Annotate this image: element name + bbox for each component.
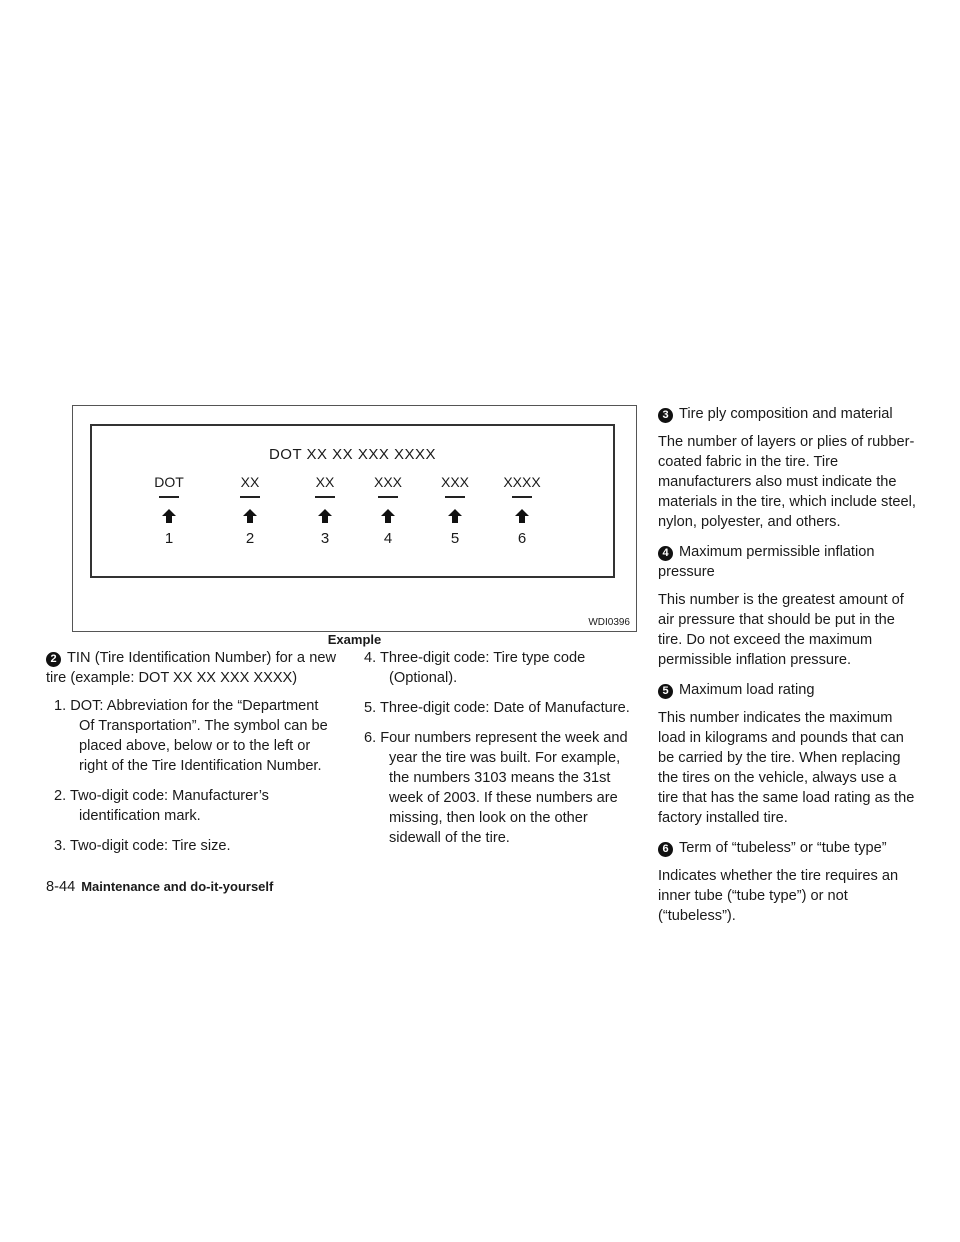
arrow-up-icon <box>317 508 333 524</box>
underline <box>240 496 260 498</box>
section-title: Maximum permissible inflation pressure <box>658 544 875 580</box>
segment-number: 1 <box>164 530 174 547</box>
figure-caption: Example <box>327 632 382 647</box>
number-5-icon: 5 <box>658 684 673 699</box>
segment-number: 6 <box>517 530 527 547</box>
section-heading <box>658 838 920 858</box>
list-item: 3. Two-digit code: Tire size. <box>54 838 231 854</box>
segment-code: XXX <box>373 474 402 490</box>
section-title: Maximum load rating <box>679 682 815 698</box>
tin-example-figure <box>72 405 637 632</box>
arrow-up-icon <box>242 508 258 524</box>
section-heading <box>658 404 920 424</box>
segment-code: XX <box>315 474 335 490</box>
section-body: This number indicates the maximum load in kilograms and pounds that can be carried by the tire. When replacing the tires on the vehicle, always use a tire that has the same load rating as the factory installed tire. <box>658 710 915 826</box>
list-item: 2. Two-digit code: Manufacturer’s identification mark. <box>54 788 269 824</box>
arrow-up-icon <box>161 508 177 524</box>
segment-5 <box>425 474 485 547</box>
underline <box>315 496 335 498</box>
segment-number: 3 <box>320 530 330 547</box>
segment-number: 5 <box>450 530 460 547</box>
underline <box>159 496 179 498</box>
underline <box>445 496 465 498</box>
list-item: 5. Three-digit code: Date of Manufacture. <box>364 700 630 716</box>
number-4-icon: 4 <box>658 546 673 561</box>
list-item: 1. DOT: Abbreviation for the “Department Of Transportation”. The symbol can be placed above, below or to the left or right of the Tire Identification Number. <box>54 698 328 774</box>
underline <box>512 496 532 498</box>
middle-column <box>356 648 640 858</box>
segment-3 <box>295 474 355 547</box>
list-item: 4. Three-digit code: Tire type code (Optional). <box>364 650 586 686</box>
section-title: Term of “tubeless” or “tube type” <box>679 840 887 856</box>
segment-code: DOT <box>154 474 184 490</box>
number-6-icon: 6 <box>658 842 673 857</box>
section-heading <box>658 542 920 582</box>
segment-number: 2 <box>245 530 255 547</box>
section-body: This number is the greatest amount of air pressure that should be put in the tire. Do not exceed the maximum permissible inflation pressure. <box>658 592 904 668</box>
number-3-icon: 3 <box>658 408 673 423</box>
page-footer <box>46 879 273 895</box>
segment-code: XXX <box>440 474 469 490</box>
segment-number: 4 <box>383 530 393 547</box>
segment-code: XX <box>240 474 260 490</box>
tin-heading-text: TIN (Tire Identification Number) for a new tire (example: DOT XX XX XXX XXXX) <box>46 650 336 686</box>
section-name: Maintenance and do-it-yourself <box>81 879 274 894</box>
tin-heading <box>46 648 336 688</box>
figure-id: WDI0396 <box>588 617 630 628</box>
figure-frame <box>90 424 615 578</box>
segment-code: XXXX <box>503 474 541 490</box>
section-body: Indicates whether the tire requires an inner tube (“tube type”) or not (“tubeless”). <box>658 868 899 924</box>
left-column <box>46 648 336 866</box>
section-body: The number of layers or plies of rubber-coated fabric in the tire. Tire manufacturers also must indicate the materials in the tire, which include steel, nylon, polyester, and others. <box>658 434 916 530</box>
right-column <box>658 404 920 936</box>
segment-2 <box>220 474 280 547</box>
page-number: 8-44 <box>46 879 76 895</box>
segment-4 <box>358 474 418 547</box>
underline <box>378 496 398 498</box>
arrow-up-icon <box>380 508 396 524</box>
segment-1 <box>139 474 199 547</box>
list-item: 6. Four numbers represent the week and year the tire was built. For example, the numbers 3103 means the 31st week of 2003. If these numbers are missing, then look on the other sidewall of the tire. <box>364 730 628 846</box>
number-2-icon: 2 <box>46 652 61 667</box>
segment-6 <box>492 474 552 547</box>
section-title: Tire ply composition and material <box>679 406 893 422</box>
arrow-up-icon <box>447 508 463 524</box>
arrow-up-icon <box>514 508 530 524</box>
figure-title: DOT XX XX XXX XXXX <box>268 446 437 463</box>
section-heading <box>658 680 920 700</box>
